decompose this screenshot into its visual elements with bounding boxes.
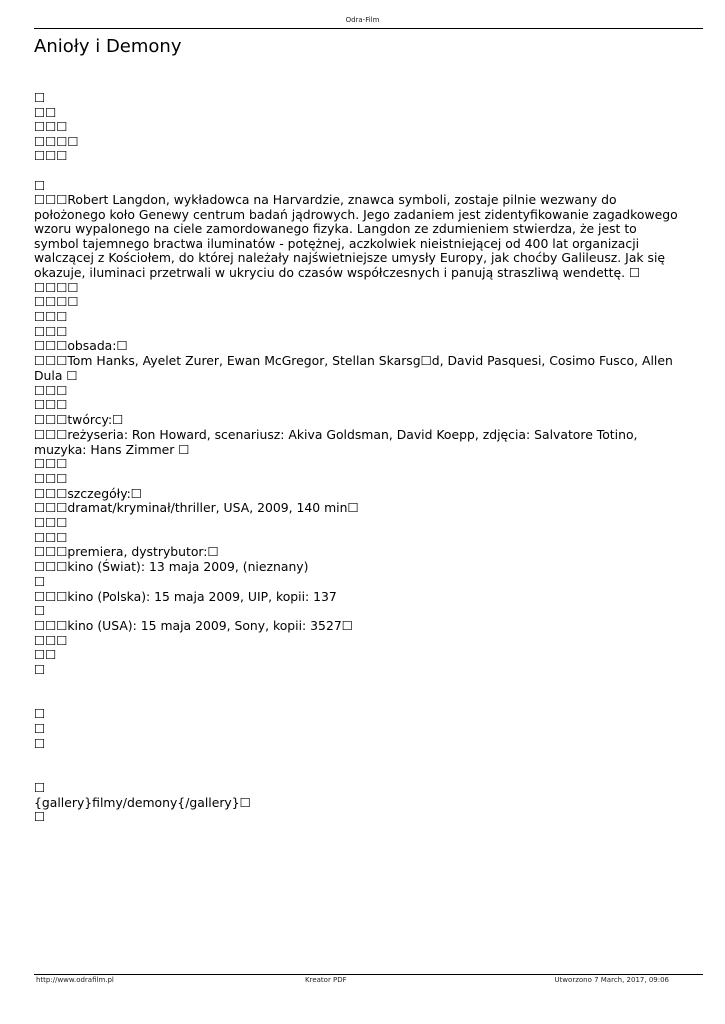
synopsis-paragraph: ☐☐☐Robert Langdon, wykładowca na Harvardzie, znawca symboli, zostaje pilnie wezwany do położonego koło Genewy centrum badań jądrowych. Jego zadaniem jest zidentyfikowanie zagadkowego wzoru wypalonego na ciele zamordowanego fizyka. Langdon ze zdumieniem stwierdza, że jest to symbol tajemnego bractwa iluminatów - potężnej, aczkolwiek nieistniejącej od 400 lat organizacji walczącej z Kościołem, do której należały najświetniejsze umysły Europy, jak choćby Galileusz. Jak się okazuje, iluminaci przetrwali w ukryciu do czasów współczesnych i panują straszliwą wendettę. ☐	[34, 192, 678, 280]
text-line: ☐	[34, 809, 46, 824]
crew-label: ☐☐☐twórcy:☐	[34, 412, 124, 427]
text-line: ☐	[34, 736, 46, 751]
text-line: ☐	[34, 603, 46, 618]
premiere-label: ☐☐☐premiera, dystrybutor:☐	[34, 544, 219, 559]
text-line: ☐☐☐	[34, 515, 68, 530]
text-line: ☐☐☐	[34, 530, 68, 545]
footer-created-date: Utworzono 7 March, 2017, 09:06	[554, 976, 669, 984]
cast-label: ☐☐☐obsada:☐	[34, 338, 128, 353]
text-line: ☐☐☐	[34, 456, 68, 471]
text-line: ☐☐☐	[34, 324, 68, 339]
crew-list: ☐☐☐reżyseria: Ron Howard, scenariusz: Akiva Goldsman, David Koepp, zdjęcia: Salvatore Totino, muzyka: Hans Zimmer ☐	[34, 427, 638, 457]
text-line: ☐☐☐	[34, 383, 68, 398]
text-line: ☐☐☐	[34, 397, 68, 412]
text-line: ☐	[34, 178, 46, 193]
text-line: ☐	[34, 574, 46, 589]
footer-generator: Kreator PDF	[305, 976, 347, 984]
header-rule	[34, 28, 703, 29]
text-line: ☐	[34, 780, 46, 795]
text-line: ☐	[34, 90, 46, 105]
text-line: ☐☐	[34, 647, 57, 662]
text-line: ☐☐☐	[34, 471, 68, 486]
cast-list: ☐☐☐Tom Hanks, Ayelet Zurer, Ewan McGregor, Stellan Skarsg☐d, David Pasquesi, Cosimo Fusco, Allen Dula ☐	[34, 353, 673, 383]
text-line: ☐	[34, 706, 46, 721]
gallery-tag: {gallery}filmy/demony{/gallery}☐	[34, 795, 251, 810]
footer-url[interactable]: http://www.odrafilm.pl	[36, 976, 114, 984]
premiere-world: ☐☐☐kino (Świat): 13 maja 2009, (nieznany)	[34, 559, 309, 574]
text-line: ☐	[34, 662, 46, 677]
text-line: ☐☐	[34, 105, 57, 120]
premiere-usa: ☐☐☐kino (USA): 15 maja 2009, Sony, kopii: 3527☐	[34, 618, 353, 633]
text-line: ☐☐☐☐	[34, 134, 79, 149]
text-line: ☐	[34, 721, 46, 736]
premiere-poland: ☐☐☐kino (Polska): 15 maja 2009, UIP, kopii: 137	[34, 589, 337, 604]
details-value: ☐☐☐dramat/kryminał/thriller, USA, 2009, 140 min☐	[34, 500, 359, 515]
text-line: ☐☐☐	[34, 633, 68, 648]
details-label: ☐☐☐szczegóły:☐	[34, 486, 142, 501]
footer-rule	[34, 974, 703, 975]
text-line: ☐☐☐	[34, 148, 68, 163]
text-line: ☐☐☐	[34, 119, 68, 134]
text-line: ☐☐☐	[34, 309, 68, 324]
header-site-name: Odra-Film	[345, 16, 380, 24]
text-line: ☐☐☐☐	[34, 294, 79, 309]
text-line: ☐☐☐☐	[34, 280, 79, 295]
page-title: Anioły i Demony	[34, 36, 182, 57]
